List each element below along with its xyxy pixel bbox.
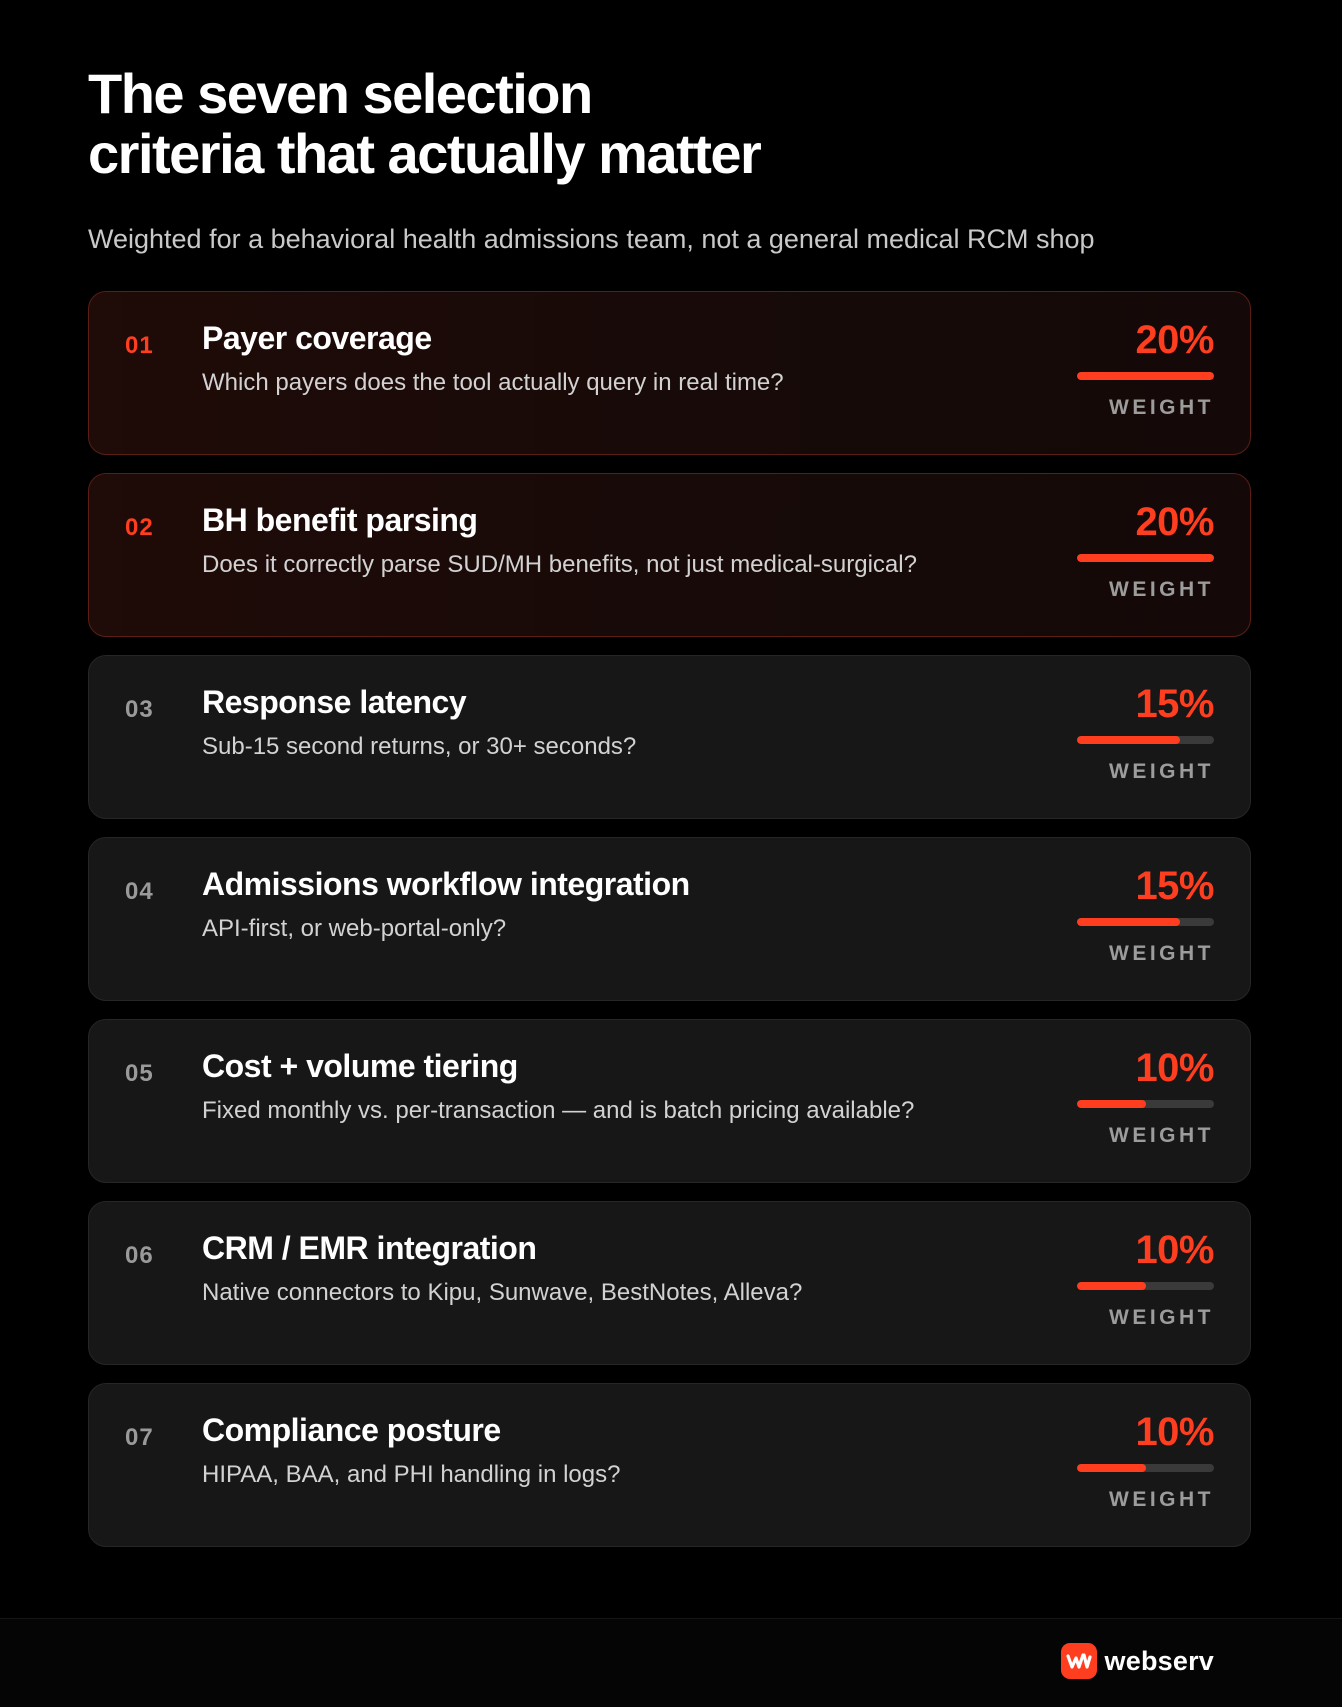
criterion-title: BH benefit parsing	[202, 502, 478, 538]
weight-bar-fill	[1077, 918, 1180, 926]
criterion-description: API-first, or web-portal-only?	[202, 915, 507, 942]
weight-percent: 10%	[1135, 1046, 1214, 1090]
weight-label: WEIGHT	[1109, 1488, 1214, 1511]
page-title-line-1: The seven selection	[88, 62, 592, 125]
criterion-description: Which payers does the tool actually query in real time?	[202, 369, 784, 396]
weight-bar-track	[1077, 554, 1214, 562]
criterion-number: 03	[125, 696, 154, 723]
criterion-card	[88, 655, 1251, 819]
page-title	[88, 64, 1188, 184]
criterion-title: Response latency	[202, 684, 467, 720]
brand-name: webserv	[1104, 1645, 1214, 1676]
weight-label: WEIGHT	[1109, 578, 1214, 601]
criterion-number: 01	[125, 332, 154, 359]
weight-bar-track	[1077, 1100, 1214, 1108]
weight-percent: 10%	[1135, 1228, 1214, 1272]
page-subtitle: Weighted for a behavioral health admissions team, not a general medical RCM shop	[88, 224, 1095, 254]
webserv-logo-glyph	[1066, 1651, 1092, 1671]
criterion-description: Fixed monthly vs. per-transaction — and is batch pricing available?	[202, 1097, 915, 1124]
criterion-card	[88, 837, 1251, 1001]
webserv-logo-icon	[1061, 1643, 1097, 1679]
criterion-title: Compliance posture	[202, 1412, 501, 1448]
criterion-card	[88, 473, 1251, 637]
criterion-number: 07	[125, 1424, 154, 1451]
weight-bar-track	[1077, 1464, 1214, 1472]
criterion-number: 06	[125, 1242, 154, 1269]
weight-percent: 20%	[1135, 318, 1214, 362]
criterion-number: 05	[125, 1060, 154, 1087]
criterion-card	[88, 1019, 1251, 1183]
criterion-title: Admissions workflow integration	[202, 866, 690, 902]
weight-bar-fill	[1077, 372, 1214, 380]
criterion-card	[88, 1201, 1251, 1365]
weight-label: WEIGHT	[1109, 396, 1214, 419]
weight-percent: 10%	[1135, 1410, 1214, 1454]
criterion-description: Native connectors to Kipu, Sunwave, BestNotes, Alleva?	[202, 1279, 803, 1306]
weight-label: WEIGHT	[1109, 1124, 1214, 1147]
weight-label: WEIGHT	[1109, 760, 1214, 783]
brand-logo	[1061, 1643, 1214, 1679]
criterion-title: Payer coverage	[202, 320, 432, 356]
criterion-card	[88, 291, 1251, 455]
criterion-title: CRM / EMR integration	[202, 1230, 537, 1266]
weight-bar-fill	[1077, 554, 1214, 562]
criterion-description: Does it correctly parse SUD/MH benefits, not just medical-surgical?	[202, 551, 917, 578]
weight-bar-fill	[1077, 736, 1180, 744]
weight-percent: 15%	[1135, 864, 1214, 908]
weight-bar-track	[1077, 736, 1214, 744]
weight-bar-track	[1077, 372, 1214, 380]
criterion-description: Sub-15 second returns, or 30+ seconds?	[202, 733, 637, 760]
weight-percent: 20%	[1135, 500, 1214, 544]
criterion-number: 02	[125, 514, 154, 541]
criterion-title: Cost + volume tiering	[202, 1048, 518, 1084]
criterion-number: 04	[125, 878, 154, 905]
weight-bar-fill	[1077, 1464, 1146, 1472]
criteria-list	[88, 291, 1251, 1565]
criterion-description: HIPAA, BAA, and PHI handling in logs?	[202, 1461, 621, 1488]
weight-bar-track	[1077, 918, 1214, 926]
weight-percent: 15%	[1135, 682, 1214, 726]
page-title-line-2: criteria that actually matter	[88, 122, 761, 185]
weight-label: WEIGHT	[1109, 1306, 1214, 1329]
weight-bar-fill	[1077, 1100, 1146, 1108]
weight-bar-fill	[1077, 1282, 1146, 1290]
weight-bar-track	[1077, 1282, 1214, 1290]
criterion-card	[88, 1383, 1251, 1547]
weight-label: WEIGHT	[1109, 942, 1214, 965]
